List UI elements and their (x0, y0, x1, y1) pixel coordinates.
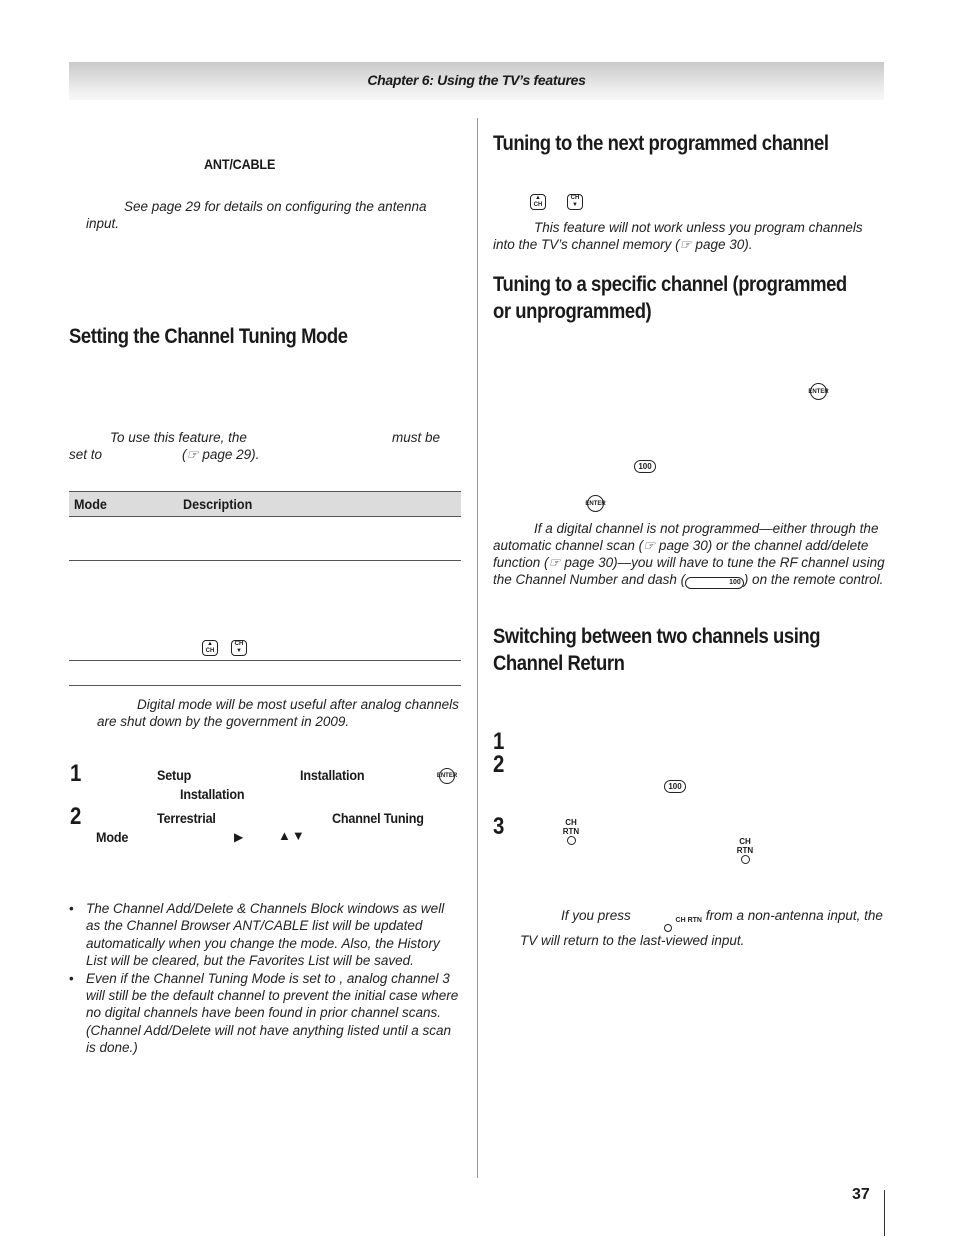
antenna-note: See page 29 for details on configuring the antenna input. (86, 199, 427, 231)
ch-down-icon: CH ▼ (567, 194, 583, 210)
enter-icon: ENTER (587, 495, 604, 512)
ch-down-icon: CH ▼ (231, 640, 247, 656)
list-item: • Even if the Channel Tuning Mode is set to , analog channel 3 will still be the default channel to prevent the initial case where no digital channels have been found in prior channel scans. (Channel Add/Delete will not have anything listed until a scan is done.) (69, 970, 461, 1057)
feature-note-b: must be (392, 430, 441, 445)
digital-channel-note (493, 520, 885, 589)
chapter-header-bar (69, 62, 884, 100)
arrow-updown-icon: ▲▼ (278, 828, 306, 843)
heading-channel-tuning-mode: Setting the Channel Tuning Mode (69, 325, 348, 348)
ant-cable-label: ANT/CABLE (204, 156, 276, 172)
step-number: 1 (493, 728, 505, 755)
step-number: 2 (493, 751, 505, 778)
step-number: 1 (70, 760, 82, 787)
menu-mode: Mode (96, 829, 129, 845)
hundred-icon: 100 (685, 577, 744, 589)
mode-table-header (69, 491, 461, 517)
ch-rtn-icon: CH RTN (556, 818, 586, 845)
hundred-icon: 100 (664, 780, 686, 793)
enter-icon: ENTER (810, 383, 827, 400)
heading-specific-channel-line1: Tuning to a specific channel (programmed (493, 273, 847, 296)
feature-note-d: (☞ page 29). (182, 447, 260, 462)
menu-channel-tuning: Channel Tuning (332, 810, 424, 826)
hundred-icon: 100 (634, 460, 656, 473)
feature-note-c: set to (69, 447, 103, 462)
arrow-right-icon: ▶ (234, 830, 244, 844)
digital-mode-note: Digital mode will be most useful after analog channels are shut down by the government in 2009. (97, 697, 459, 729)
ch-up-icon: ▲ CH (530, 194, 546, 210)
enter-icon: ENTER (439, 768, 455, 784)
page-number: 37 (852, 1186, 870, 1203)
heading-next-programmed-channel: Tuning to the next programmed channel (493, 132, 829, 155)
digital-channel-note-end: ) on the remote control. (743, 572, 884, 587)
ch-up-icon: ▲ CH (202, 640, 218, 656)
heading-switching-line1: Switching between two channels using (493, 625, 821, 648)
ch-rtn-icon: CH RTN (635, 917, 702, 932)
menu-installation: Installation (300, 767, 365, 783)
column-divider (477, 118, 478, 1178)
table-bottom-rule (69, 685, 461, 686)
next-channel-note: This feature will not work unless you program channels into the TV’s channel memory (☞ page 30). (493, 220, 863, 252)
menu-setup: Setup (157, 767, 192, 783)
notes-bullet-list (69, 900, 461, 1057)
col-mode: Mode (74, 496, 107, 512)
step-number: 3 (493, 813, 505, 840)
feature-note-a: To use this feature, the (110, 430, 247, 445)
table-row-divider (69, 660, 461, 661)
list-item: • The Channel Add/Delete & Channels Block windows as well as the Channel Browser ANT/CABLE list will be updated automatically when you change the mode. Also, the History List will be cleared, but the Favorites List will be saved. (69, 900, 461, 970)
col-description: Description (183, 496, 253, 512)
step-number: 2 (70, 803, 82, 830)
menu-terrestrial: Terrestrial (157, 810, 216, 826)
ch-rtn-icon: CH RTN (730, 837, 760, 864)
ch-rtn-note-a: If you press (561, 908, 631, 923)
ch-rtn-note (520, 907, 885, 949)
page-edge-rule (884, 1190, 885, 1236)
digital-channel-note-text: If a digital channel is not programmed—either through the automatic channel scan (☞ page 30) or the channel add/delete function (☞ page 30)—you will have to tune the RF channel using the Channel Number and dash ( (493, 521, 885, 587)
table-row-divider (69, 560, 461, 561)
ch-rtn-note-b: from a non-antenna input, the TV will return to the last-viewed input. (520, 908, 883, 948)
chapter-title: Chapter 6: Using the TV’s features (367, 72, 586, 88)
heading-switching-line2: Channel Return (493, 652, 625, 675)
heading-specific-channel-line2: or unprogrammed) (493, 300, 652, 323)
menu-installation-2: Installation (180, 786, 245, 802)
